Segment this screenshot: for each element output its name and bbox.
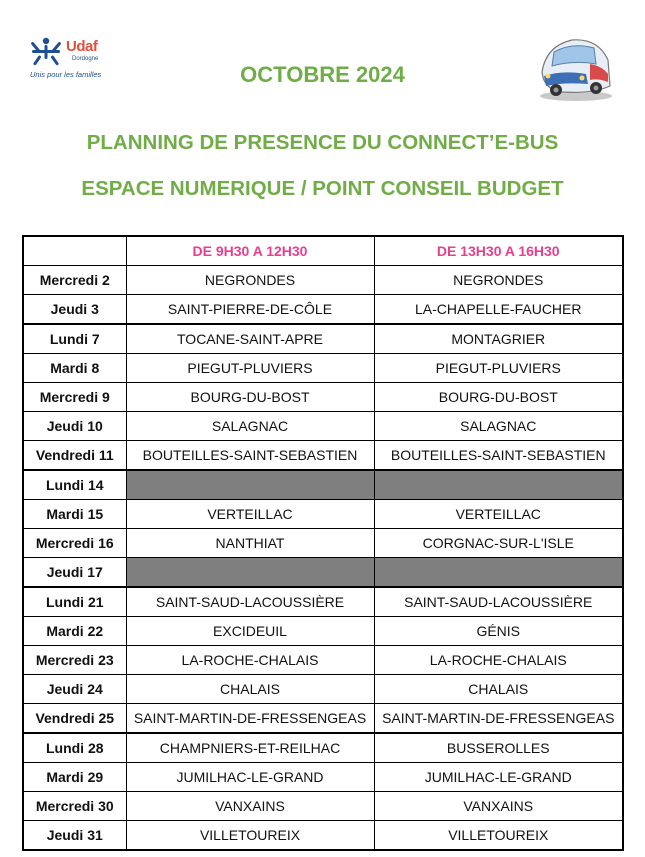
row-morning: SALAGNAC — [126, 412, 374, 441]
month-heading: OCTOBRE 2024 — [240, 62, 405, 87]
table-row — [23, 441, 623, 471]
row-morning: NANTHIAT — [126, 529, 374, 558]
table-row — [23, 821, 623, 851]
table-row — [23, 383, 623, 412]
table-row — [23, 324, 623, 354]
row-morning: PIEGUT-PLUVIERS — [126, 354, 374, 383]
table-row — [23, 617, 623, 646]
page-title: PLANNING DE PRESENCE DU CONNECT’E-BUS — [86, 131, 559, 154]
row-day: Mardi 29 — [23, 763, 126, 792]
row-afternoon-closed — [374, 558, 623, 588]
table-row — [23, 412, 623, 441]
row-day: Mercredi 2 — [23, 266, 126, 295]
row-morning: LA-ROCHE-CHALAIS — [126, 646, 374, 675]
table-row — [23, 558, 623, 588]
row-afternoon: BOUTEILLES-SAINT-SEBASTIEN — [374, 441, 623, 471]
row-afternoon: NEGRONDES — [374, 266, 623, 295]
table-row — [23, 792, 623, 821]
row-day: Jeudi 10 — [23, 412, 126, 441]
row-day: Jeudi 31 — [23, 821, 126, 851]
row-morning-closed — [126, 470, 374, 500]
row-afternoon: SALAGNAC — [374, 412, 623, 441]
logo-tagline: Unis pour les familles — [30, 70, 102, 79]
row-afternoon: BOURG-DU-BOST — [374, 383, 623, 412]
table-row — [23, 470, 623, 500]
table-row — [23, 266, 623, 295]
row-afternoon: SAINT-SAUD-LACOUSSIÈRE — [374, 587, 623, 617]
row-afternoon: VERTEILLAC — [374, 500, 623, 529]
row-morning: CHALAIS — [126, 675, 374, 704]
row-morning: JUMILHAC-LE-GRAND — [126, 763, 374, 792]
row-morning: EXCIDEUIL — [126, 617, 374, 646]
row-morning: CHAMPNIERS-ET-REILHAC — [126, 733, 374, 763]
row-day: Lundi 14 — [23, 470, 126, 500]
page-subtitle: ESPACE NUMERIQUE / POINT CONSEIL BUDGET — [81, 177, 564, 200]
row-afternoon: CORGNAC-SUR-L'ISLE — [374, 529, 623, 558]
row-afternoon: VANXAINS — [374, 792, 623, 821]
row-morning: BOUTEILLES-SAINT-SEBASTIEN — [126, 441, 374, 471]
table-row — [23, 704, 623, 734]
row-afternoon: LA-CHAPELLE-FAUCHER — [374, 295, 623, 325]
table-row — [23, 587, 623, 617]
row-day: Mardi 22 — [23, 617, 126, 646]
table-row — [23, 675, 623, 704]
table-row — [23, 354, 623, 383]
row-day: Vendredi 25 — [23, 704, 126, 734]
row-afternoon: PIEGUT-PLUVIERS — [374, 354, 623, 383]
table-row — [23, 500, 623, 529]
header-afternoon: DE 13H30 A 16H30 — [374, 236, 623, 266]
table-row — [23, 646, 623, 675]
logo-region: Dordogne — [72, 56, 99, 62]
row-day: Lundi 7 — [23, 324, 126, 354]
header-day — [23, 236, 126, 266]
row-morning: VANXAINS — [126, 792, 374, 821]
row-day: Lundi 28 — [23, 733, 126, 763]
row-afternoon: LA-ROCHE-CHALAIS — [374, 646, 623, 675]
row-day: Vendredi 11 — [23, 441, 126, 471]
row-morning: SAINT-SAUD-LACOUSSIÈRE — [126, 587, 374, 617]
row-day: Lundi 21 — [23, 587, 126, 617]
row-morning: NEGRONDES — [126, 266, 374, 295]
row-day: Jeudi 3 — [23, 295, 126, 325]
row-day: Jeudi 17 — [23, 558, 126, 588]
row-afternoon: BUSSEROLLES — [374, 733, 623, 763]
row-morning: SAINT-MARTIN-DE-FRESSENGEAS — [126, 704, 374, 734]
row-day: Mardi 15 — [23, 500, 126, 529]
row-day: Mercredi 30 — [23, 792, 126, 821]
row-morning: BOURG-DU-BOST — [126, 383, 374, 412]
row-afternoon: CHALAIS — [374, 675, 623, 704]
row-day: Mardi 8 — [23, 354, 126, 383]
table-row — [23, 763, 623, 792]
row-morning: SAINT-PIERRE-DE-CÔLE — [126, 295, 374, 325]
row-afternoon: MONTAGRIER — [374, 324, 623, 354]
row-day: Mercredi 16 — [23, 529, 126, 558]
row-afternoon: JUMILHAC-LE-GRAND — [374, 763, 623, 792]
table-row — [23, 529, 623, 558]
table-row — [23, 733, 623, 763]
row-day: Jeudi 24 — [23, 675, 126, 704]
row-afternoon: GÉNIS — [374, 617, 623, 646]
row-morning-closed — [126, 558, 374, 588]
logo-name: Udaf — [66, 38, 98, 55]
row-day: Mercredi 9 — [23, 383, 126, 412]
row-morning: VILLETOUREIX — [126, 821, 374, 851]
header-morning: DE 9H30 A 12H30 — [126, 236, 374, 266]
row-afternoon: SAINT-MARTIN-DE-FRESSENGEAS — [374, 704, 623, 734]
row-afternoon-closed — [374, 470, 623, 500]
row-morning: TOCANE-SAINT-APRE — [126, 324, 374, 354]
row-day: Mercredi 23 — [23, 646, 126, 675]
row-afternoon: VILLETOUREIX — [374, 821, 623, 851]
schedule-table — [22, 235, 624, 851]
row-morning: VERTEILLAC — [126, 500, 374, 529]
table-header-row — [23, 236, 623, 266]
table-row — [23, 295, 623, 325]
